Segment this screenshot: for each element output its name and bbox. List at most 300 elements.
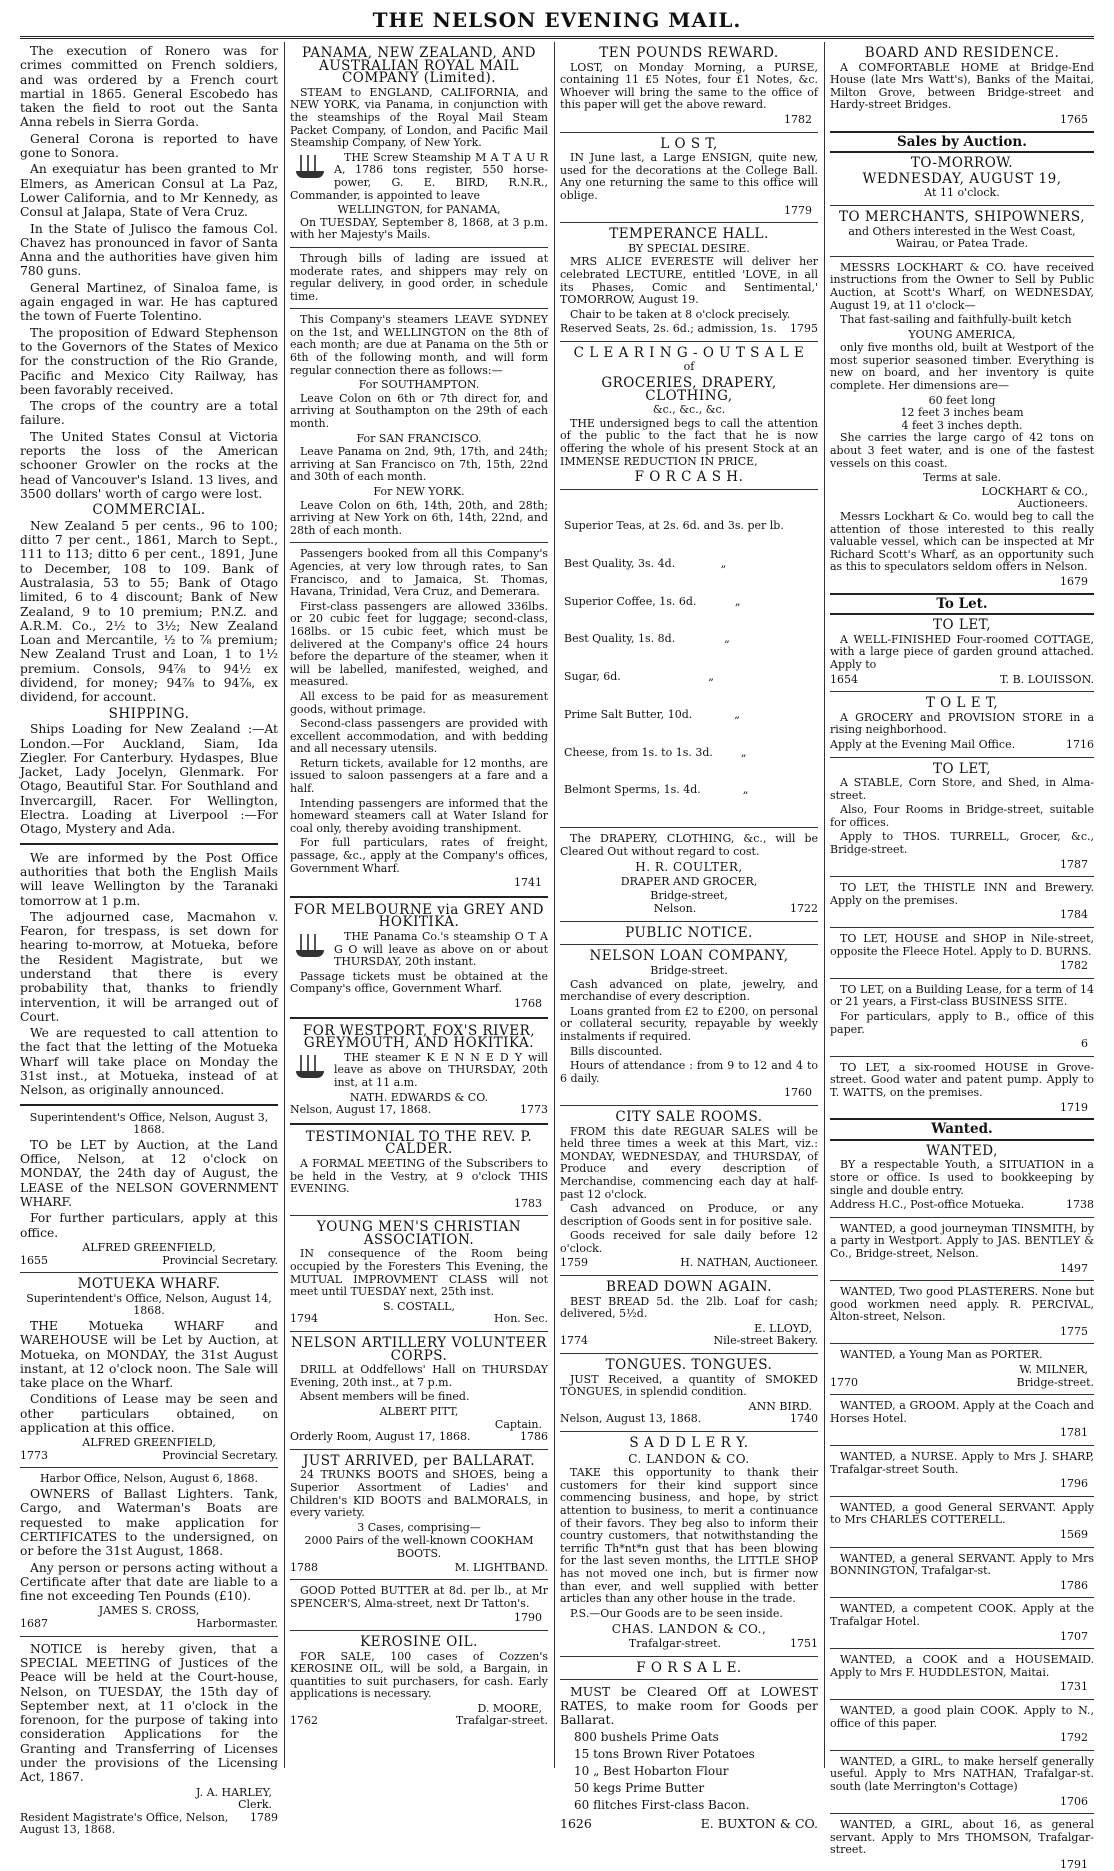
ad-dateline: Nelson, August 17, 1868. [290, 1103, 432, 1117]
ad-body: THE undersigned begs to call the attention of the public to the fact that he is now offering the whole of his present Stock at an IMMENSE REDUCTION IN PRICE, [560, 416, 818, 468]
ad-body: For particulars, apply to B., office of this paper. [830, 1010, 1094, 1036]
divider [830, 1217, 1094, 1218]
divider [560, 1275, 818, 1276]
list-item: Prime Salt Butter, 10d. „ [564, 707, 740, 721]
ad-subheading: For SAN FRANCISCO. [356, 431, 482, 445]
ad-number: 1786 [520, 1430, 548, 1444]
ad-body: IN June last, a Large ENSIGN, quite new, used for the decorations at the College Ball. Any one returning the same to this office will oblige. [560, 151, 818, 202]
ad-body: Leave Colon on 6th, 14th, 20th, and 28th; arriving at New York on 6th, 14th, 22nd, and 28th of each month. [290, 498, 548, 537]
ad-number: 1787 [1060, 857, 1088, 871]
ad-heading: T O L E T, [925, 695, 999, 712]
divider [830, 1343, 1094, 1344]
ad-body: A COMFORTABLE HOME at Bridge-End House (late Mrs Watt's), Banks of the Maitai, Milton Grove, between Bridge-street and Hardy-street Bridges. [830, 60, 1094, 112]
ad-signature: LOCKHART & CO., [981, 484, 1088, 498]
ad-heading: YOUNG MEN'S CHRISTIAN ASSOCIATION. [316, 1219, 522, 1248]
ad-body: OWNERS of Ballast Lighters. Tank, Cargo, and Waterman's Boats are requested to make application for CERTIFICATES to the undersigned, on or before the 31st August, 1868. [20, 1487, 278, 1559]
ad-number: 1791 [1060, 1857, 1088, 1871]
ad-body: TO LET, a six-roomed HOUSE in Grove-street. Good water and patent pump. Apply to T. WATTS, on the premises. [830, 1060, 1094, 1099]
ad-number: 1782 [784, 112, 812, 126]
ad-signature: ALBERT PITT, [379, 1405, 459, 1418]
list-item: 50 kegs Prime Butter [574, 1781, 705, 1796]
ad-body: Conditions of Lease may be seen and other particulars obtained, on application at this office. [20, 1392, 278, 1435]
ad-title: Trafalgar-street. [628, 1636, 722, 1650]
list-item: Sugar, 6d. „ [564, 670, 714, 684]
ad-subheading: At 11 o'clock. [924, 186, 1000, 200]
ad-number: 1796 [1060, 1477, 1088, 1491]
ad-body: 3 Cases, comprising— [357, 1520, 481, 1534]
ad-body: WANTED, a general SERVANT. Apply to Mrs BONNINGTON, Trafalgar-st. [830, 1551, 1094, 1578]
ad-body: Any person or persons acting without a Certificate after that date are liable to a fine not exceeding Ten Pounds (£10). [20, 1560, 278, 1604]
ad-dateline: Superintendent's Office, Nelson, August 3, 1868. [29, 1110, 269, 1137]
ad-title: Bridge-street. [1016, 1375, 1094, 1389]
ad-heading: TONGUES. TONGUES. [605, 1357, 773, 1374]
ad-heading: JUST ARRIVED, per BALLARAT. [303, 1452, 535, 1469]
ad-body: Passage tickets must be obtained at the Company's office, Government Wharf. [290, 969, 548, 996]
ad-signature: E. LLOYD, [754, 1321, 812, 1335]
news-paragraph: We are requested to call attention to the fact that the letting of the Motueka Wharf will take place on Monday the 31st inst., at Motueka, instead of at Nelson, as originally announced. [20, 1026, 278, 1098]
divider [560, 921, 818, 922]
ad-heading: TO LET, [933, 617, 991, 634]
ad-body: First-class passengers are allowed 336lbs. or 20 cubic feet for luggage; second-class, 168lbs. or 15 cubic feet, which must be delivered at the Company's office 24 hours before the departure of the steamer, when it will be labelled, manifested, weighed, and measured. [290, 599, 548, 689]
ad-number: 1779 [784, 203, 812, 217]
ad-signature: T. B. LOUISSON. [999, 672, 1094, 686]
divider [560, 489, 818, 490]
divider [830, 1750, 1094, 1751]
divider [560, 222, 818, 223]
ad-heading: GROCERIES, DRAPERY, CLOTHING, [601, 375, 777, 404]
ad-body: WANTED, a good journeyman TINSMITH, by a party in Westport. Apply to JAS. BENTLEY & Co., Bridge-street, Nelson. [830, 1221, 1094, 1260]
ad-dateline: Superintendent's Office, Nelson, August 14, 1868. [26, 1291, 272, 1318]
ad-heading: TO LET, [933, 760, 991, 777]
ad-number: 1731 [1060, 1680, 1088, 1694]
ad-dateline: Nelson, August 13, 1868. [560, 1412, 702, 1426]
steamship-icon [290, 931, 330, 963]
list-item: Cheese, from 1s. to 1s. 3d. „ [564, 745, 747, 759]
ad-body: Also, Four Rooms in Bridge-street, suitable for offices. [830, 803, 1094, 829]
ad-heading: C. LANDON & CO. [628, 1451, 750, 1466]
ad-body: BY a respectable Youth, a SITUATION in a store or office. Is used to bookkeeping by single and double entry. [830, 1158, 1094, 1197]
ad-subheading: DRAPER AND GROCER, [620, 875, 758, 889]
list-item: Best Quality, 1s. 8d. „ [564, 632, 730, 646]
ad-body: On TUESDAY, September 8, 1868, at 3 p.m. with her Majesty's Mails. [290, 215, 548, 242]
ad-body: TO be LET by Auction, at the Land Office, Nelson, at 12 o'clock on MONDAY, the 24th day of August, the LEASE of the NELSON GOVERNMENT WHARF. [20, 1137, 278, 1210]
ad-body: This Company's steamers LEAVE SYDNEY on the 1st, and WELLINGTON on the 8th of each month; are due at Panama on the 5th or 6th of the following month, and will form regular connection there as follows:— [290, 313, 548, 377]
article-paragraph: The proposition of Edward Stephenson to the Governors of the States of Mexico for the construction of the Rio Grande, Pacific and Mexico City Railway, has been favorably received. [20, 325, 278, 397]
ad-body: Through bills of lading are issued at moderate rates, and shippers may rely on regular delivery, in good order, in schedule time. [290, 251, 548, 303]
ad-body: She carries the large cargo of 42 tons on about 3 feet water, and is one of the fastest vessels on this coast. [830, 431, 1094, 470]
list-item: 4 feet 3 inches depth. [901, 418, 1023, 432]
column-4 [830, 44, 1094, 1871]
column-1 [20, 44, 278, 1837]
ad-body: TO LET, the THISTLE INN and Brewery. Apply on the premises. [830, 881, 1094, 907]
ad-title: Hon. Sec. [494, 1312, 548, 1326]
article-paragraph: General Martinez, of Sinaloa fame, is again engaged in war. He has captured the town of Fuerte Tolentino. [20, 280, 278, 324]
ad-body: Leave Panama on 2nd, 9th, 17th, and 24th; arriving at San Francisco on 7th, 15th, 22nd and 30th of each month. [290, 445, 548, 484]
ad-signature: JAMES S. CROSS, [98, 1604, 200, 1618]
list-item: 12 feet 3 inches beam [900, 406, 1024, 420]
ad-body: Loans granted from £2 to £200, on personal or collateral security, repayable by weekly instalments if required. [560, 1004, 818, 1043]
ad-number: 1707 [1060, 1629, 1088, 1643]
ad-heading: PUBLIC NOTICE. [625, 924, 753, 941]
divider [290, 1579, 548, 1580]
divider [20, 1467, 278, 1468]
steamship-icon [290, 1052, 330, 1084]
list-item: 60 feet long [928, 393, 996, 407]
divider [560, 1679, 818, 1680]
divider [290, 542, 548, 543]
ad-heading: WANTED, [926, 1142, 998, 1159]
ad-body: P.S.—Our Goods are to be seen inside. [570, 1606, 783, 1620]
ad-number: 1762 [290, 1714, 318, 1728]
ad-body: Apply at the Evening Mail Office. [830, 737, 1016, 751]
ad-heading: CITY SALE ROOMS. [615, 1108, 763, 1125]
divider [20, 843, 278, 845]
ad-body: WANTED, a GROOM. Apply at the Coach and Horses Hotel. [830, 1399, 1094, 1425]
ad-title: Provincial Secretary. [162, 1253, 278, 1267]
ad-body: WANTED, a GIRL, to make herself generally useful. Apply to Mrs NATHAN, Trafalgar-st. south (late Merrington's Cottage) [830, 1754, 1094, 1793]
article-paragraph: General Corona is reported to have gone to Sonora. [20, 131, 278, 161]
list-item: 10 „ Best Hobarton Flour [574, 1764, 729, 1779]
divider [830, 1597, 1094, 1598]
divider [290, 1215, 548, 1216]
divider [560, 827, 818, 828]
list-item: 60 flitches First-class Bacon. [574, 1798, 750, 1813]
list-item: 15 tons Brown River Potatoes [574, 1747, 755, 1762]
ad-number: 1789 [250, 1810, 278, 1824]
list-item: Superior Teas, at 2s. 6d. and 3s. per lb. [564, 519, 784, 532]
column-divider [284, 42, 285, 1768]
ad-body: THE Panama Co.'s steamship O T A G O will leave as above on or about THURSDAY, 20th instant. [334, 930, 548, 969]
divider [560, 132, 818, 133]
ad-number: 1626 [560, 1816, 592, 1832]
ad-body: FOR SALE, 100 cases of Cozzen's KEROSINE OIL, will be sold, a Bargain, in quantities to suit purchasers, for cash. Early applications is necessary. [290, 1649, 548, 1701]
ad-number: 1654 [830, 672, 858, 686]
ad-signature: H. R. COULTER, [635, 860, 743, 875]
ad-heading: C L E A R I N G - O U T S A L E [573, 344, 805, 361]
ad-heading: KEROSINE OIL. [360, 1633, 478, 1650]
ad-signature: S. COSTALL, [383, 1299, 455, 1313]
ad-subheading: BY SPECIAL DESIRE. [628, 241, 750, 255]
ad-title: Clerk. [238, 1798, 272, 1812]
list-item: Best Quality, 3s. 4d. „ [564, 556, 727, 570]
ad-heading: S A D D L E R Y. [629, 1435, 749, 1451]
ad-signature: D. MOORE, [477, 1701, 542, 1715]
ad-heading: NELSON ARTILLERY VOLUNTEER CORPS. [291, 1335, 547, 1364]
divider [830, 1496, 1094, 1497]
ad-body: A STABLE, Corn Store, and Shed, in Alma-street. [830, 776, 1094, 802]
ad-number: 1740 [790, 1412, 818, 1426]
ad-subheading: For NEW YORK. [373, 485, 465, 498]
ad-body: MUST be Cleared Off at LOWEST RATES, to make room for Goods per Ballarat. [560, 1684, 818, 1728]
column-3 [560, 44, 818, 1832]
ad-body: WANTED, a GIRL, about 16, as general servant. Apply to Mrs THOMSON, Trafalgar-street. [830, 1818, 1094, 1857]
ad-heading: MOTUEKA WHARF. [77, 1276, 221, 1293]
divider [830, 205, 1094, 206]
ad-subheading: and Others interested in the West Coast, Wairau, or Patea Trade. [848, 224, 1076, 251]
news-paragraph: We are informed by the Post Office authorities that both the English Mails will leave Wellington by the Taranaki tomorrow at 1 p.m. [20, 850, 278, 908]
masthead: THE NELSON EVENING MAIL. [372, 8, 742, 32]
divider [290, 1630, 548, 1631]
ad-body: IN consequence of the Room being occupied by the Foresters This Evening, the MUTUAL IMPROVMENT CLASS will not meet until TUESDAY next, 25th inst. [290, 1247, 548, 1299]
ad-body: Goods received for sale daily before 12 o'clock. [560, 1229, 818, 1255]
ad-body: THE Motueka WHARF and WAREHOUSE will be Let by Auction, at Motueka, on MONDAY, the 31st August instant, at 12 o'clock noon. The Sale will take place on the Wharf. [20, 1318, 278, 1391]
ad-number: 1738 [1066, 1198, 1094, 1212]
dimension-list [830, 395, 1094, 433]
ad-subheading: WELLINGTON, for PANAMA, [337, 203, 501, 217]
ad-body: THE Screw Steamship M A T A U R A, 1786 tons register, 550 horse-power, G. E. BIRD, R.N.R., Commander, is appointed to leave [290, 150, 548, 202]
ad-signature: H. NATHAN, Auctioneer. [680, 1256, 818, 1270]
ad-heading: TEN POUNDS REWARD. [599, 45, 779, 61]
ad-signature: ALFRED GREENFIELD, [82, 1240, 216, 1254]
divider [20, 1636, 278, 1637]
divider [830, 1394, 1094, 1395]
ad-dateline: Harbor Office, Nelson, August 6, 1868. [39, 1472, 259, 1486]
ad-heading: WEDNESDAY, AUGUST 19, [862, 170, 1062, 187]
ad-body: For further particulars, apply at this office. [20, 1211, 278, 1240]
divider [290, 1449, 548, 1450]
ad-subheading: YOUNG AMERICA, [908, 327, 1016, 341]
ad-body: That fast-sailing and faithfully-built ketch [840, 313, 1072, 327]
divider [560, 1105, 818, 1106]
section-heading: SHIPPING. [108, 705, 190, 722]
ad-signature: ALFRED GREENFIELD, [82, 1436, 216, 1450]
ad-heading: F O R S A L E. [636, 1659, 742, 1676]
ad-body: MRS ALICE EVERESTE will deliver her celebrated LECTURE, entitled 'LOVE, in all its Phases, Comic and Sentimental,' TOMORROW, August 19. [560, 255, 818, 307]
divider [830, 757, 1094, 758]
ad-title: Nile-street Bakery. [713, 1334, 818, 1348]
ad-heading: TESTIMONIAL TO THE REV. P. CALDER. [305, 1128, 533, 1158]
section-heading: COMMERCIAL. [92, 502, 206, 519]
article-paragraph: The United States Consul at Victoria reports the loss of the American schooner Growler on the rocks at the head of Vancouver's Island. 13 lives, and 3500 dollars' worth of cargo were lost. [20, 429, 278, 501]
article-paragraph: An exequiatur has been granted to Mr Elmers, as American Consul at La Paz, Lower California, and to Mr Kennedy, as Consul at Jalapa, State of Vera Cruz. [20, 162, 278, 220]
divider [830, 1056, 1094, 1057]
ad-dateline: Orderly Room, August 17, 1868. [290, 1430, 471, 1444]
ad-dateline: Resident Magistrate's Office, Nelson, August 13, 1868. [20, 1810, 229, 1837]
ad-body: Address H.C., Post-office Motueka. [830, 1198, 1025, 1212]
ad-body: Passengers booked from all this Company's Agencies, at very low through rates, to San Francisco, and to Jamaica, St. Thomas, Havana, Trinidad, Vera Cruz, and Demerara. [290, 547, 548, 599]
ad-number: 1784 [1060, 908, 1088, 922]
ad-number: 1679 [1060, 574, 1088, 588]
ad-body: Leave Colon on 6th or 7th direct for, and arriving at Southampton on the 29th of each month. [290, 391, 548, 431]
price-list [560, 495, 818, 822]
divider [560, 1353, 818, 1354]
divider [560, 1431, 818, 1432]
ad-signature: E. BUXTON & CO. [700, 1816, 818, 1832]
ad-subheading: Bridge-street, [650, 888, 728, 902]
ad-number: 6 [1081, 1037, 1088, 1051]
ad-number: 1794 [290, 1312, 318, 1326]
ad-number: 1687 [20, 1617, 48, 1631]
ad-body: WANTED, a competent COOK. Apply at the Trafalgar Hotel. [830, 1602, 1094, 1628]
ad-heading: F O R C A S H. [634, 469, 744, 486]
steamship-icon [290, 152, 330, 184]
ad-number: 1722 [789, 902, 818, 916]
ad-body: LOST, on Monday Morning, a PURSE, containing 11 £5 Notes, four £1 Notes, &c. Whoever will bring the same to the office of this paper will get the above reward. [560, 60, 818, 112]
news-paragraph: The adjourned case, Macmahon v. Fearon, for trespass, is set down for hearing to-morrow, at Motueka, before the Resident Magistrate, but we understand that there is every probability that, thanks to friendly intervention, it will be arranged out of Court. [20, 909, 278, 1024]
ad-body: TAKE this opportunity to thank their customers for their kind support since commencing business, and hope, by strict attention to business, to merit a continuance of their favors. They beg also to inform their country customers, that notwithstanding the terrific Th*nt*n gust that has been blowing for the last seven months, the LITTLE SHOP has not moved one inch, but is firmer now than ever, and well supplied with better articles than any other house in the trade. [560, 1466, 818, 1606]
divider [830, 1547, 1094, 1548]
ad-body: A FORMAL MEETING of the Subscribers to be held in the Vestry, at 9 o'clock THIS EVENING. [290, 1156, 548, 1196]
masthead-rule [20, 36, 1094, 39]
divider [830, 978, 1094, 979]
ad-title: Trafalgar-street. [455, 1714, 548, 1728]
ad-subheading: For SOUTHAMPTON. [358, 378, 480, 392]
ad-signature: J. A. HARLEY, [196, 1785, 272, 1799]
ad-body: only five months old, built at Westport of the most superior seasoned timber. Everything is new on board, and her inventory is quite complete. Her dimensions are— [830, 341, 1094, 393]
divider [20, 1104, 278, 1106]
ad-body: DRILL at Oddfellows' Hall on THURSDAY Evening, 20th inst., at 7 p.m. [290, 1363, 548, 1389]
ad-heading: TEMPERANCE HALL. [609, 226, 769, 243]
ad-heading: BOARD AND RESIDENCE. [864, 45, 1060, 61]
divider [560, 1656, 818, 1657]
ad-signature: CHAS. LANDON & CO., [611, 1622, 767, 1637]
divider [290, 308, 548, 309]
ad-number: 1782 [1060, 959, 1088, 973]
ad-number: 1790 [514, 1611, 542, 1625]
section-band: Wanted. [830, 1118, 1094, 1141]
column-divider [554, 42, 555, 1768]
article-paragraph: New Zealand 5 per cents., 96 to 100; ditto 7 per cent., 1861, March to Sept., 111 to 113; ditto 6 per cent., 1891, June to December, 108 to 109. Bank of Australasia, 53 to 55; Bank of Otago limited, 6 to 4 discount; Bank of New Zealand, 9 to 10 premium; P.N.Z. and A.R.M. Co., 2½ to 3½; New Zealand Loan and Mercantile, ½ to ⅞ premium; New Zealand Trust and Loan, 1 to 1½ premium. Consols, 94⅞ to 94½ ex dividend, for money; 94⅞ to 94⅞, ex dividend, for account. [20, 518, 278, 705]
ad-number: 1770 [830, 1375, 858, 1389]
ad-number: 1765 [1060, 112, 1088, 126]
ad-number: 1795 [790, 322, 818, 336]
ad-number: 1768 [514, 996, 542, 1010]
ad-number: 1760 [784, 1086, 812, 1100]
ad-number: 1741 [514, 876, 542, 890]
ad-number: 1773 [520, 1103, 548, 1117]
sale-list [574, 1729, 818, 1814]
ad-number: 1719 [1060, 1100, 1088, 1114]
ad-title: Provincial Secretary. [162, 1448, 278, 1462]
ad-number: 1775 [1060, 1324, 1088, 1338]
ad-heading: TO-MORROW. [910, 155, 1014, 172]
ad-body: Intending passengers are informed that the homeward steamers call at Water Island for coal only, thereby avoiding transhipment. [290, 796, 548, 835]
ad-body: Second-class passengers are provided with excellent accommodation, and with bedding and all necessary utensils. [290, 717, 548, 756]
ad-heading: FOR WESTPORT, FOX'S RIVER, GREYMOUTH, AND HOKITIKA. [302, 1022, 536, 1052]
ad-body: GOOD Potted BUTTER at 8d. per lb., at Mr SPENCER'S, Alma-street, next Dr Tatton's. [290, 1584, 548, 1610]
ad-signature: ANN BIRD. [748, 1399, 812, 1413]
divider [830, 256, 1094, 257]
ad-number: 1788 [290, 1560, 318, 1574]
divider [290, 247, 548, 248]
column-divider [824, 42, 825, 1768]
divider [560, 341, 818, 342]
ad-body: BEST BREAD 5d. the 2lb. Loaf for cash; delivered, 5½d. [560, 1294, 818, 1321]
ad-body: 24 TRUNKS BOOTS and SHOES, being a Superior Assortment of Ladies' and Children's KID BOOTS and BALMORALS, in every variety. [290, 1468, 548, 1520]
divider [830, 927, 1094, 928]
ad-number: 1773 [20, 1448, 48, 1462]
ad-body: Chair to be taken at 8 o'clock precisely. [570, 307, 791, 321]
ad-body: TO LET, on a Building Lease, for a term of 14 or 21 years, a First-class BUSINESS SITE. [830, 982, 1094, 1009]
ad-body: WANTED, a good General SERVANT. Apply to Mrs CHARLES COTTERELL. [830, 1500, 1094, 1527]
ad-number: 1716 [1066, 737, 1094, 751]
ad-heading: L O S T, [660, 135, 718, 152]
ad-body: Hours of attendance : from 9 to 12 and 4 to 6 daily. [560, 1059, 818, 1085]
ad-body: JUST Received, a quantity of SMOKED TONGUES, in splendid condition. [560, 1372, 818, 1399]
list-item: 800 bushels Prime Oats [574, 1730, 719, 1745]
ad-body: Terms at sale. [922, 471, 1002, 485]
list-item: Belmont Sperms, 1s. 4d. „ [564, 783, 749, 797]
ad-body: All excess to be paid for as measurement goods, without primage. [290, 689, 548, 716]
ad-body: NOTICE is hereby given, that a SPECIAL MEETING of Justices of the Peace will be held at the Court-house, Nelson, on TUESDAY, the 15th day of September next, at 11 o'clock in the forenoon, for the purpose of taking into consideration Applications for the Granting and Transferring of Licenses under the provisions of the Licensing Act, 1867. [20, 1641, 278, 1785]
divider [830, 1648, 1094, 1649]
ad-subheading: Bridge-street. [650, 964, 728, 977]
section-band: To Let. [830, 593, 1094, 616]
ad-body: Apply to THOS. TURRELL, Grocer, &c., Bridge-street. [830, 830, 1094, 857]
ad-body: Reserved Seats, 2s. 6d.; admission, 1s. [560, 322, 777, 336]
ad-body: WANTED, a NURSE. Apply to Mrs J. SHARP, Trafalgar-street South. [830, 1450, 1094, 1476]
column-2 [290, 44, 548, 1766]
divider [290, 1017, 548, 1019]
list-item: Superior Coffee, 1s. 6d. „ [564, 594, 741, 608]
ad-body: The DRAPERY, CLOTHING, &c., will be Cleared Out without regard to cost. [560, 832, 818, 858]
ad-number: 1706 [1060, 1794, 1088, 1808]
ad-subheading: Nelson. [653, 902, 697, 916]
ad-body: WANTED, Two good PLASTERERS. None but good workmen need apply. R. PERCIVAL, Alton-street, Nelson. [830, 1285, 1094, 1324]
ad-body: WANTED, a Young Man as PORTER. [840, 1348, 1043, 1362]
ad-body: Return tickets, available for 12 months, are issued to saloon passengers at a fare and a half. [290, 756, 548, 796]
divider [830, 691, 1094, 692]
article-paragraph: In the State of Julisco the famous Col. Chavez has pronounced in favor of Santa Anna and the authorities have given him 780 guns. [20, 221, 278, 279]
divider [290, 1331, 548, 1332]
ad-number: 1655 [20, 1253, 48, 1267]
ad-number: 1569 [1060, 1528, 1088, 1541]
ad-heading: TO MERCHANTS, SHIPOWNERS, [839, 208, 1085, 225]
divider [830, 876, 1094, 877]
ad-title: Captain. [494, 1417, 542, 1431]
ad-number: 1751 [789, 1636, 818, 1650]
ad-subheading: of [683, 360, 695, 374]
ad-body: A GROCERY and PROVISION STORE in a rising neighborhood. [830, 710, 1094, 737]
article-paragraph: The execution of Ronero was for crimes committed on French soldiers, and was ordered by a French court martial in 1865. General Escobedo has taken the field to root out the Santa Anna rebels in Sierra Gorda. [20, 44, 278, 130]
ad-body: THE steamer K E N N E D Y will leave as above on THURSDAY, 20th inst, at 11 a.m. [334, 1050, 548, 1089]
ad-title: Auctioneers. [1017, 497, 1088, 511]
ad-number: 1783 [514, 1196, 542, 1210]
ad-heading: FOR MELBOURNE via GREY AND HOKITIKA. [294, 901, 544, 931]
ad-number: 1774 [560, 1334, 588, 1348]
ad-title: Harbormaster. [196, 1617, 278, 1631]
ad-body: WANTED, a good plain COOK. Apply to N., office of this paper. [830, 1703, 1094, 1730]
divider [830, 1699, 1094, 1700]
article-paragraph: The crops of the country are a total failure. [20, 399, 278, 428]
divider [830, 1445, 1094, 1446]
divider [20, 1272, 278, 1273]
ad-heading: BREAD DOWN AGAIN. [605, 1279, 773, 1296]
ad-body: MESSRS LOCKHART & CO. have received instructions from the Owner to Sell by Public Auction, at Scott's Wharf, on WEDNESDAY, August 19, at 11 o'clock— [830, 260, 1094, 312]
ad-number: 1792 [1060, 1731, 1088, 1745]
ad-body: 2000 Pairs of the well-known COOKHAM BOOTS. [304, 1534, 534, 1560]
divider [290, 1123, 548, 1125]
divider [830, 1813, 1094, 1814]
section-band: Sales by Auction. [830, 131, 1094, 154]
ad-body: Cash advanced on plate, jewelry, and merchandise of every description. [560, 977, 818, 1004]
ad-number: 1759 [560, 1256, 588, 1270]
ad-heading: PANAMA, NEW ZEALAND, AND AUSTRALIAN ROYAL MAIL COMPANY (Limited). [302, 45, 536, 87]
ad-body: STEAM to ENGLAND, CALIFORNIA, and NEW YORK, via Panama, in conjunction with the steamships of the Royal Mail Steam Packet Company, of London, and Pacific Mail Steamship Company, of New York. [290, 85, 548, 150]
ad-number: 1497 [1060, 1261, 1088, 1275]
ad-body: FROM this date REGUAR SALES will be held three times a week at this Mart, viz.: MONDAY, WEDNESDAY, and THURSDAY, of Produce and every description of Merchandise, commencing each day at half-past 12 o'clock. [560, 1124, 818, 1201]
divider [560, 944, 818, 945]
ad-body: WANTED, a COOK and a HOUSEMAID. Apply to Mrs F. HUDDLESTON, Maitai. [830, 1653, 1094, 1679]
ad-body: A WELL-FINISHED Four-roomed COTTAGE, with a large piece of garden ground attached. Apply to [830, 632, 1094, 671]
ad-body: Bills discounted. [570, 1044, 663, 1058]
ad-subheading: &c., &c., &c. [652, 403, 726, 417]
divider [830, 1280, 1094, 1281]
ad-number: 1786 [1060, 1578, 1088, 1592]
ad-number: 1781 [1060, 1426, 1088, 1440]
ad-body: Absent members will be fined. [300, 1390, 470, 1404]
ad-signature: NATH. EDWARDS & CO. [349, 1090, 489, 1104]
